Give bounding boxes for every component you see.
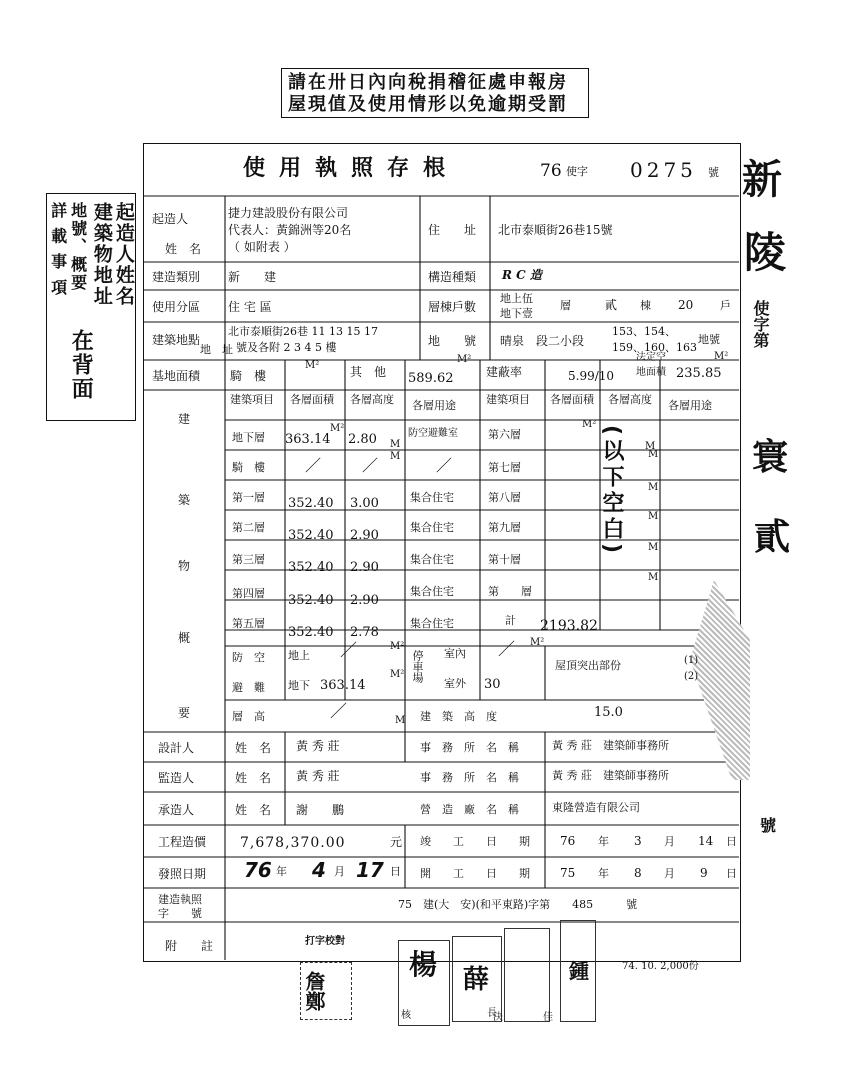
margin-char-6: 號: [760, 816, 777, 835]
zoning-label: 使用分區: [152, 300, 201, 314]
floors-above: 地上伍: [500, 292, 533, 305]
seal-stamp-4-small: 決: [493, 1012, 503, 1023]
arcade-unit: M²: [305, 360, 320, 371]
site-area-label: 基地面積: [152, 369, 201, 383]
structure-value: R C 造: [502, 268, 542, 282]
tax-notice-line1: 請在卅日內向稅捐稽征處申報房: [288, 72, 568, 93]
total-area-value: 2193.82: [540, 618, 598, 634]
floor-area-5: 352.40: [288, 625, 334, 640]
lot-numbers-1: 153、154、: [612, 325, 676, 338]
seal-stamp-1: [300, 962, 352, 1020]
issue-month: 4: [312, 858, 326, 882]
parking-indoor-unit: M²: [530, 637, 545, 648]
summary-label-5: 要: [178, 706, 191, 720]
issue-day: 17: [356, 858, 384, 882]
coverage-value: 5.99/10: [568, 369, 615, 383]
floor-use-4: 集合住宅: [410, 585, 454, 598]
floor-area-4: 352.40: [288, 593, 334, 608]
shelter-label-top: 防 空: [232, 651, 265, 664]
parking-indoor-value: ／: [498, 640, 515, 660]
start-day-unit: 日: [726, 867, 737, 880]
legal-open-value: 235.85: [676, 366, 722, 381]
margin-char-1: 新: [742, 157, 782, 203]
margin-char-3: 使字第: [751, 300, 770, 348]
completion-month-unit: 月: [664, 835, 675, 848]
unit-m-arcade: M: [390, 451, 401, 462]
side-notes-col3: 地號、概要: [68, 202, 88, 292]
floor-name-2: 第二層: [232, 521, 265, 534]
supervisor-name-label: 姓 名: [235, 771, 272, 785]
floor-name-7: 第七層: [488, 461, 521, 474]
site-address-label-top: 建築地點: [152, 333, 201, 347]
floors-unit-household: 戶: [720, 299, 731, 312]
seal-stamp-3: [452, 936, 502, 1022]
unit-m2-b1: M²: [330, 423, 345, 434]
shelter-label-bottom: 避 難: [232, 681, 265, 694]
blank-below-note: (以下空白): [599, 425, 624, 558]
seal-stamp-1-text: 詹鄭: [302, 971, 326, 1011]
coverage-label: 建蔽率: [486, 365, 523, 379]
floor-height-1: 3.00: [350, 496, 379, 511]
floor-area-3: 352.40: [288, 560, 334, 575]
site-address-label-bottom: 地 址: [200, 343, 233, 356]
cost-label: 工程造價: [158, 835, 207, 849]
hdr-floor-left: 建築項目: [230, 393, 274, 406]
floor-height-label: 層 高: [232, 710, 265, 723]
floor-height-5: 2.78: [350, 625, 379, 640]
floor-height-arcade: ／: [362, 456, 379, 475]
contractor-name-value: 謝 鵬: [296, 803, 345, 817]
unit-m2-r6: M²: [582, 419, 597, 430]
floor-name-5: 第五層: [232, 617, 265, 630]
floor-use-3: 集合住宅: [410, 553, 454, 566]
supervisor-office-value: 黃 秀 莊 建築師事務所: [552, 769, 669, 782]
floor-area-b1: 363.14: [285, 432, 331, 447]
floor-name-9: 第九層: [488, 521, 521, 534]
summary-label-1: 建: [178, 412, 191, 426]
seal-stamp-3-text: 薛: [463, 965, 490, 995]
applicant-address-value: 北市泰順街26巷15號: [498, 223, 613, 237]
permit-number-value: 75 建(大 安)(和平東路)字第 485 號: [398, 898, 638, 911]
applicant-name-line2: 代表人：黃錦洲等20名: [228, 223, 352, 237]
applicant-label-bottom: 姓 名: [165, 242, 202, 256]
shelter-below-label: 地下: [288, 679, 310, 692]
side-notes-col2: 建築物地址: [90, 202, 113, 307]
completion-month: 3: [634, 834, 642, 848]
legal-open-label2: 地面積: [636, 367, 666, 378]
unit-m-r6: M: [645, 441, 656, 452]
margin-char-4: 寰: [752, 437, 789, 478]
total-label: 計: [505, 614, 516, 627]
seal-stamp-5: [543, 920, 596, 1023]
legal-open-label1: 法定空: [636, 352, 666, 363]
completion-year-unit: 年: [598, 835, 609, 848]
completion-day: 14: [698, 834, 714, 848]
seal-stamp-4: [493, 928, 550, 1023]
roof-item-1: (1): [684, 655, 699, 666]
seal-stamp-2-small: 核: [401, 1010, 411, 1021]
supervisor-name-value: 黃 秀 莊: [296, 769, 340, 783]
floor-name-arcade: 騎 樓: [232, 461, 265, 474]
parking-outdoor-value: 30: [484, 677, 501, 692]
completion-year: 76: [560, 834, 576, 848]
floors-unit-floor: 層: [560, 299, 571, 312]
floors-below: 地下壹: [500, 307, 533, 320]
parking-outdoor-label: 室外: [444, 677, 466, 690]
supervisor-office-label: 事 務 所 名 稱: [420, 771, 519, 784]
margin-char-2: 陵: [744, 228, 787, 277]
floors-label: 層棟戶數: [428, 300, 477, 314]
floor-height-4: 2.90: [350, 593, 379, 608]
hdr-height-right: 各層高度: [608, 393, 652, 406]
designer-office-value: 黃 秀 莊 建築師事務所: [552, 739, 669, 752]
floor-area-2: 352.40: [288, 528, 334, 543]
floor-height-2: 2.90: [350, 528, 379, 543]
floor-height-3: 2.90: [350, 560, 379, 575]
roof-projection-label: 屋頂突出部份: [555, 659, 621, 672]
applicant-name-line1: 捷力建設股份有限公司: [228, 206, 349, 220]
issue-date-label: 發照日期: [158, 867, 207, 881]
designer-name-value: 黃 秀 莊: [296, 739, 340, 753]
completion-day-unit: 日: [726, 835, 737, 848]
seal-stamp-2-text: 楊: [409, 948, 438, 981]
lot-numbers-2: 159、160、163: [612, 341, 697, 354]
permit-prefix: 使字: [566, 165, 588, 178]
hdr-use-right: 各層用途: [668, 399, 712, 412]
hdr-area-left: 各層面積: [290, 393, 334, 406]
parking-label: 停車場: [411, 650, 424, 683]
floor-use-arcade: ／: [436, 456, 453, 475]
floor-name-4: 第四層: [232, 587, 265, 600]
issue-year: 76: [244, 858, 272, 882]
unit-m-r9: M: [648, 511, 659, 522]
legal-open-unit: M²: [714, 351, 729, 362]
building-height-label: 建 築 高 度: [420, 710, 497, 723]
permit-suffix: 號: [708, 166, 719, 179]
floor-use-2: 集合住宅: [410, 521, 454, 534]
structure-label: 構造種類: [428, 270, 477, 284]
side-notes-col5: 詳 載 事 項: [48, 202, 68, 297]
floor-height-unit: M: [395, 715, 406, 726]
roof-item-2: (2): [684, 671, 699, 682]
seal-stamp-3-small: 長: [487, 1008, 497, 1019]
permit-year: 76: [540, 161, 562, 181]
site-address-value2: 號及各附 2 3 4 5 樓: [236, 341, 337, 354]
summary-label-4: 概: [178, 631, 191, 645]
cost-unit: 元: [390, 835, 403, 849]
household-count: 20: [678, 298, 694, 312]
unit-m-r7: M: [648, 449, 659, 460]
designer-label: 設計人: [158, 741, 195, 755]
issue-month-unit: 月: [334, 865, 345, 878]
margin-char-5: 貳: [754, 517, 791, 558]
completion-label: 竣 工 日 期: [420, 835, 530, 848]
contractor-factory-value: 東隆營造有限公司: [552, 801, 640, 814]
hdr-area-right: 各層面積: [550, 393, 594, 406]
seal-stamp-5-text: 鍾: [569, 959, 589, 983]
other-area-value: 589.62: [408, 371, 454, 386]
designer-office-label: 事 務 所 名 稱: [420, 741, 519, 754]
floor-name-3: 第三層: [232, 553, 265, 566]
seal-stamp-2: [398, 940, 450, 1026]
floors-unit-building: 棟: [640, 299, 651, 312]
shelter-below-value: 363.14: [320, 678, 366, 693]
floor-name-1: 第一層: [232, 491, 265, 504]
lot-unit: 地號: [698, 333, 720, 346]
shelter-above-value: ／: [340, 641, 357, 661]
parking-indoor-label: 室內: [444, 647, 466, 660]
other-area-label: 其 他: [350, 365, 387, 379]
summary-label-3: 物: [178, 559, 191, 573]
floor-use-5: 集合住宅: [410, 617, 454, 630]
zoning-value: 住 宅 區: [228, 300, 272, 314]
contractor-label: 承造人: [158, 803, 195, 817]
hdr-height-left: 各層高度: [350, 393, 394, 406]
construction-type-label: 建造類別: [152, 270, 201, 284]
floor-use-b1: 防空避難室: [408, 428, 458, 439]
supervisor-label: 監造人: [158, 771, 195, 785]
floor-name-8: 第八層: [488, 491, 521, 504]
unit-m-b1: M: [390, 439, 401, 450]
shelter-below-unit: M²: [390, 669, 405, 680]
construction-type-value: 新 建: [228, 270, 277, 284]
side-notes-col4: 在背面: [68, 329, 95, 401]
applicant-label-top: 起造人: [152, 212, 189, 226]
unit-m-r10: M: [648, 542, 659, 553]
other-area-unit: M²: [457, 354, 472, 365]
print-run-note: 74. 10. 2,000份: [622, 961, 699, 972]
floor-name-6: 第六層: [488, 428, 521, 441]
applicant-name-line3: （ 如附表 ）: [228, 240, 296, 254]
unit-m-r8: M: [648, 482, 659, 493]
site-address-value1: 北市泰順街26巷 11 13 15 17: [228, 325, 378, 338]
designer-name-label: 姓 名: [235, 741, 272, 755]
floor-name-blank: 第 層: [488, 585, 532, 598]
cost-value: 7,678,370.00: [240, 835, 346, 851]
hdr-use-left: 各層用途: [412, 399, 456, 412]
arcade-label: 騎 樓: [230, 369, 267, 383]
tax-notice-line2: 屋現值及使用情形以免逾期受罰: [288, 94, 568, 115]
permit-number-label1: 建造執照: [158, 893, 202, 906]
floor-name-b1: 地下層: [232, 431, 265, 444]
floor-height-b1: 2.80: [348, 432, 377, 447]
contractor-factory-label: 營 造 廠 名 稱: [420, 803, 519, 816]
side-notes-col1: 起造人姓名: [112, 202, 135, 307]
summary-label-2: 築: [178, 493, 191, 507]
lot-section: 晴泉 段二小段: [500, 334, 585, 348]
unit-m-rblank: M: [648, 572, 659, 583]
start-month-unit: 月: [664, 867, 675, 880]
building-count: 貳: [605, 298, 618, 312]
start-month: 8: [634, 866, 642, 880]
form-title: 使用執照存根: [243, 155, 460, 181]
start-year: 75: [560, 866, 576, 880]
typist-label: 打字校對: [305, 936, 345, 947]
floor-name-10: 第十層: [488, 553, 521, 566]
issue-year-unit: 年: [276, 865, 287, 878]
applicant-address-label: 住 址: [428, 223, 477, 237]
permit-number-label2: 字 號: [158, 907, 202, 920]
issue-day-unit: 日: [390, 865, 401, 878]
permit-number: 0275: [630, 158, 697, 182]
floor-use-1: 集合住宅: [410, 491, 454, 504]
contractor-name-label: 姓 名: [235, 803, 272, 817]
shelter-above-label: 地上: [288, 649, 310, 662]
seal-stamp-5-small: 佳: [543, 1012, 553, 1023]
lot-label: 地 號: [428, 334, 477, 348]
hdr-floor-right: 建築項目: [486, 393, 530, 406]
shelter-above-unit: M²: [390, 641, 405, 652]
building-height-value: 15.0: [594, 705, 623, 720]
start-date-label: 開 工 日 期: [420, 867, 530, 880]
remarks-label: 附 註: [165, 939, 214, 953]
start-year-unit: 年: [598, 867, 609, 880]
start-day: 9: [700, 866, 708, 880]
floor-area-arcade: ／: [305, 456, 322, 475]
floor-height-value: ／: [330, 702, 347, 722]
floor-area-1: 352.40: [288, 496, 334, 511]
